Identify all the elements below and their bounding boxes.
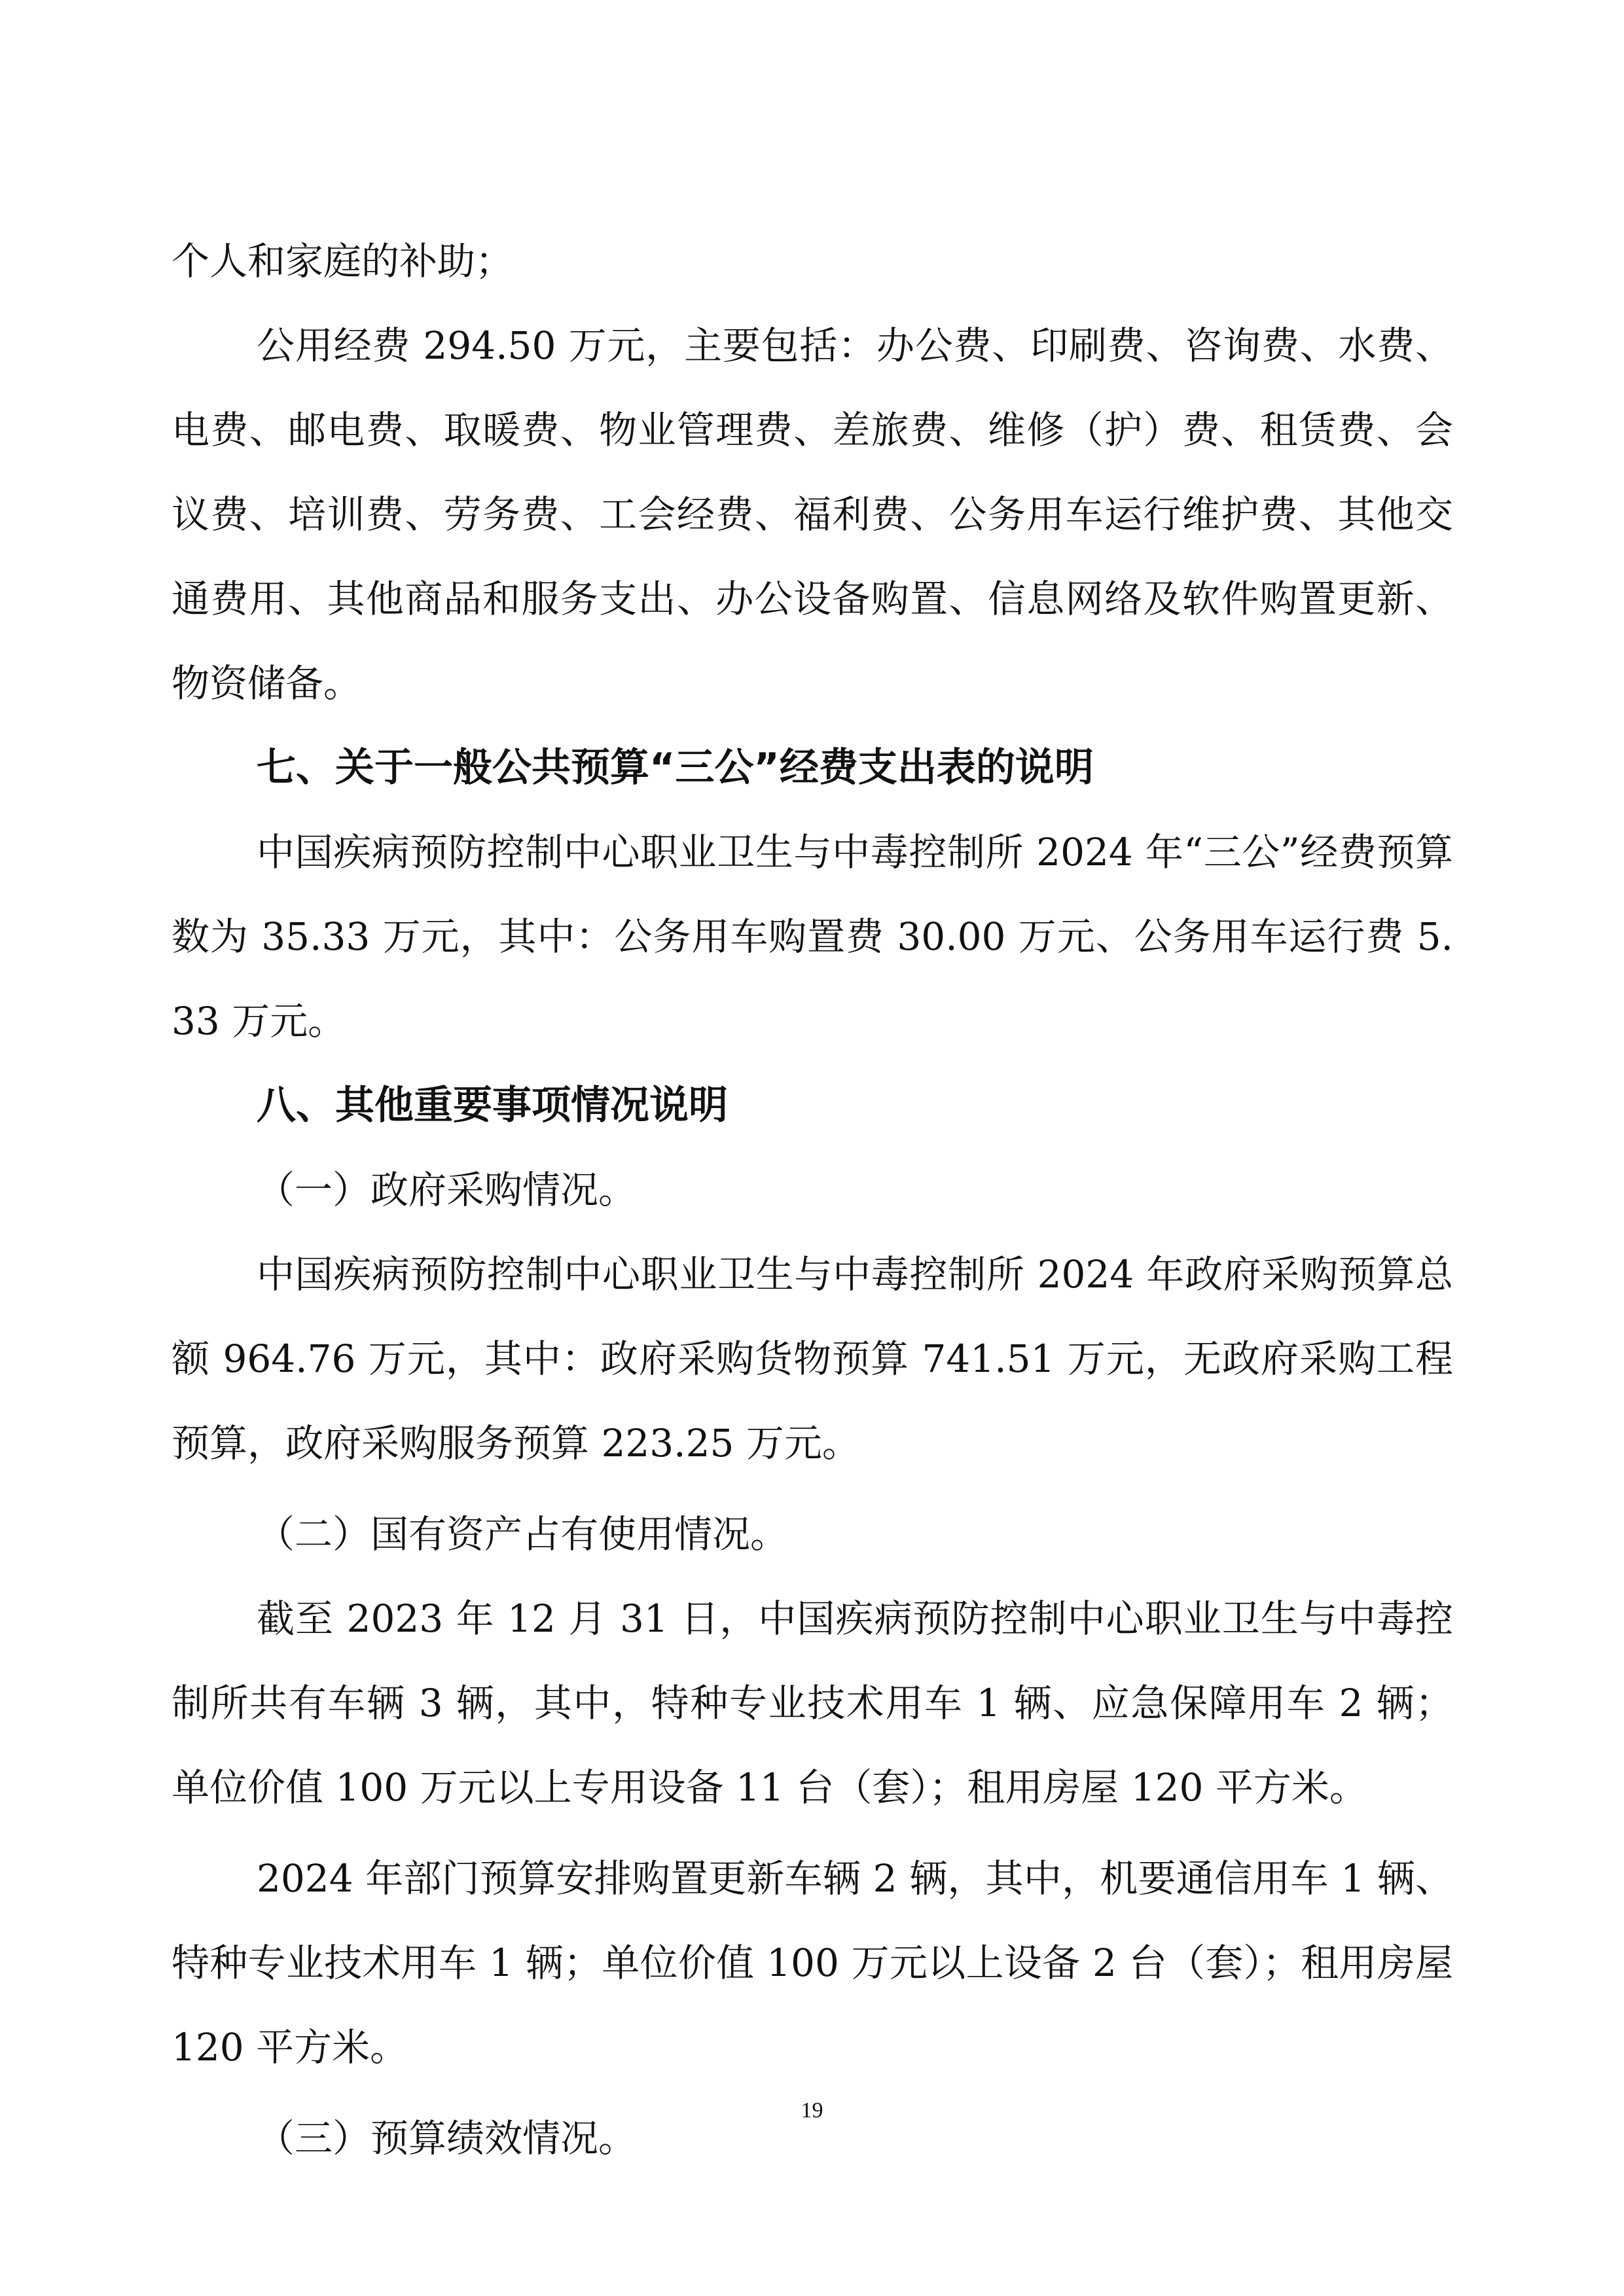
- sub-heading-budget-performance: （三）预算绩效情况。: [257, 2116, 637, 2161]
- document-body: [171, 219, 1453, 2181]
- paragraph-budget-purchase: 2024 年部门预算安排购置更新车辆 2 辆，其中，机要通信用车 1 辆、特种专业技术用车 1 辆；单位价值 100 万元以上设备 2 台（套）；租用房屋 120 平方米。: [171, 1856, 1453, 2070]
- paragraph-government-procurement: 中国疾病预防控制中心职业卫生与中毒控制所 2024 年政府采购预算总额 964.76 万元，其中：政府采购货物预算 741.51 万元，无政府采购工程预算，政府采购服务预算 223.25 万元。: [171, 1252, 1453, 1465]
- paragraph-three-public-expenses: 中国疾病预防控制中心职业卫生与中毒控制所 2024 年“三公”经费预算数为 35.33 万元，其中：公务用车购置费 30.00 万元、公务用车运行费 5.33 万元。: [171, 830, 1453, 1043]
- paragraph-state-assets: 截至 2023 年 12 月 31 日，中国疾病预防控制中心职业卫生与中毒控制所共有车辆 3 辆，其中，特种专业技术用车 1 辆、应急保障用车 2 辆；单位价值 100 万元以上专用设备 11 台（套）；租用房屋 120 平方米。: [171, 1596, 1453, 1810]
- sub-heading-state-assets: （二）国有资产占有使用情况。: [257, 1512, 789, 1556]
- section-heading-seven: 七、关于一般公共预算“三公”经费支出表的说明: [257, 745, 1094, 791]
- paragraph-public-expenses: 公用经费 294.50 万元，主要包括：办公费、印刷费、咨询费、水费、电费、邮电费、取暖费、物业管理费、差旅费、维修（护）费、租赁费、会议费、培训费、劳务费、工会经费、福利费、公务用车运行维护费、其他交通费用、其他商品和服务支出、办公设备购置、信息网络及软件购置更新、物资储备。: [171, 323, 1453, 706]
- paragraph-continuation: 个人和家庭的补助；: [171, 239, 514, 283]
- sub-heading-government-procurement: （一）政府采购情况。: [257, 1168, 637, 1212]
- page-number: 19: [801, 2098, 823, 2123]
- section-heading-eight: 八、其他重要事项情况说明: [257, 1083, 728, 1128]
